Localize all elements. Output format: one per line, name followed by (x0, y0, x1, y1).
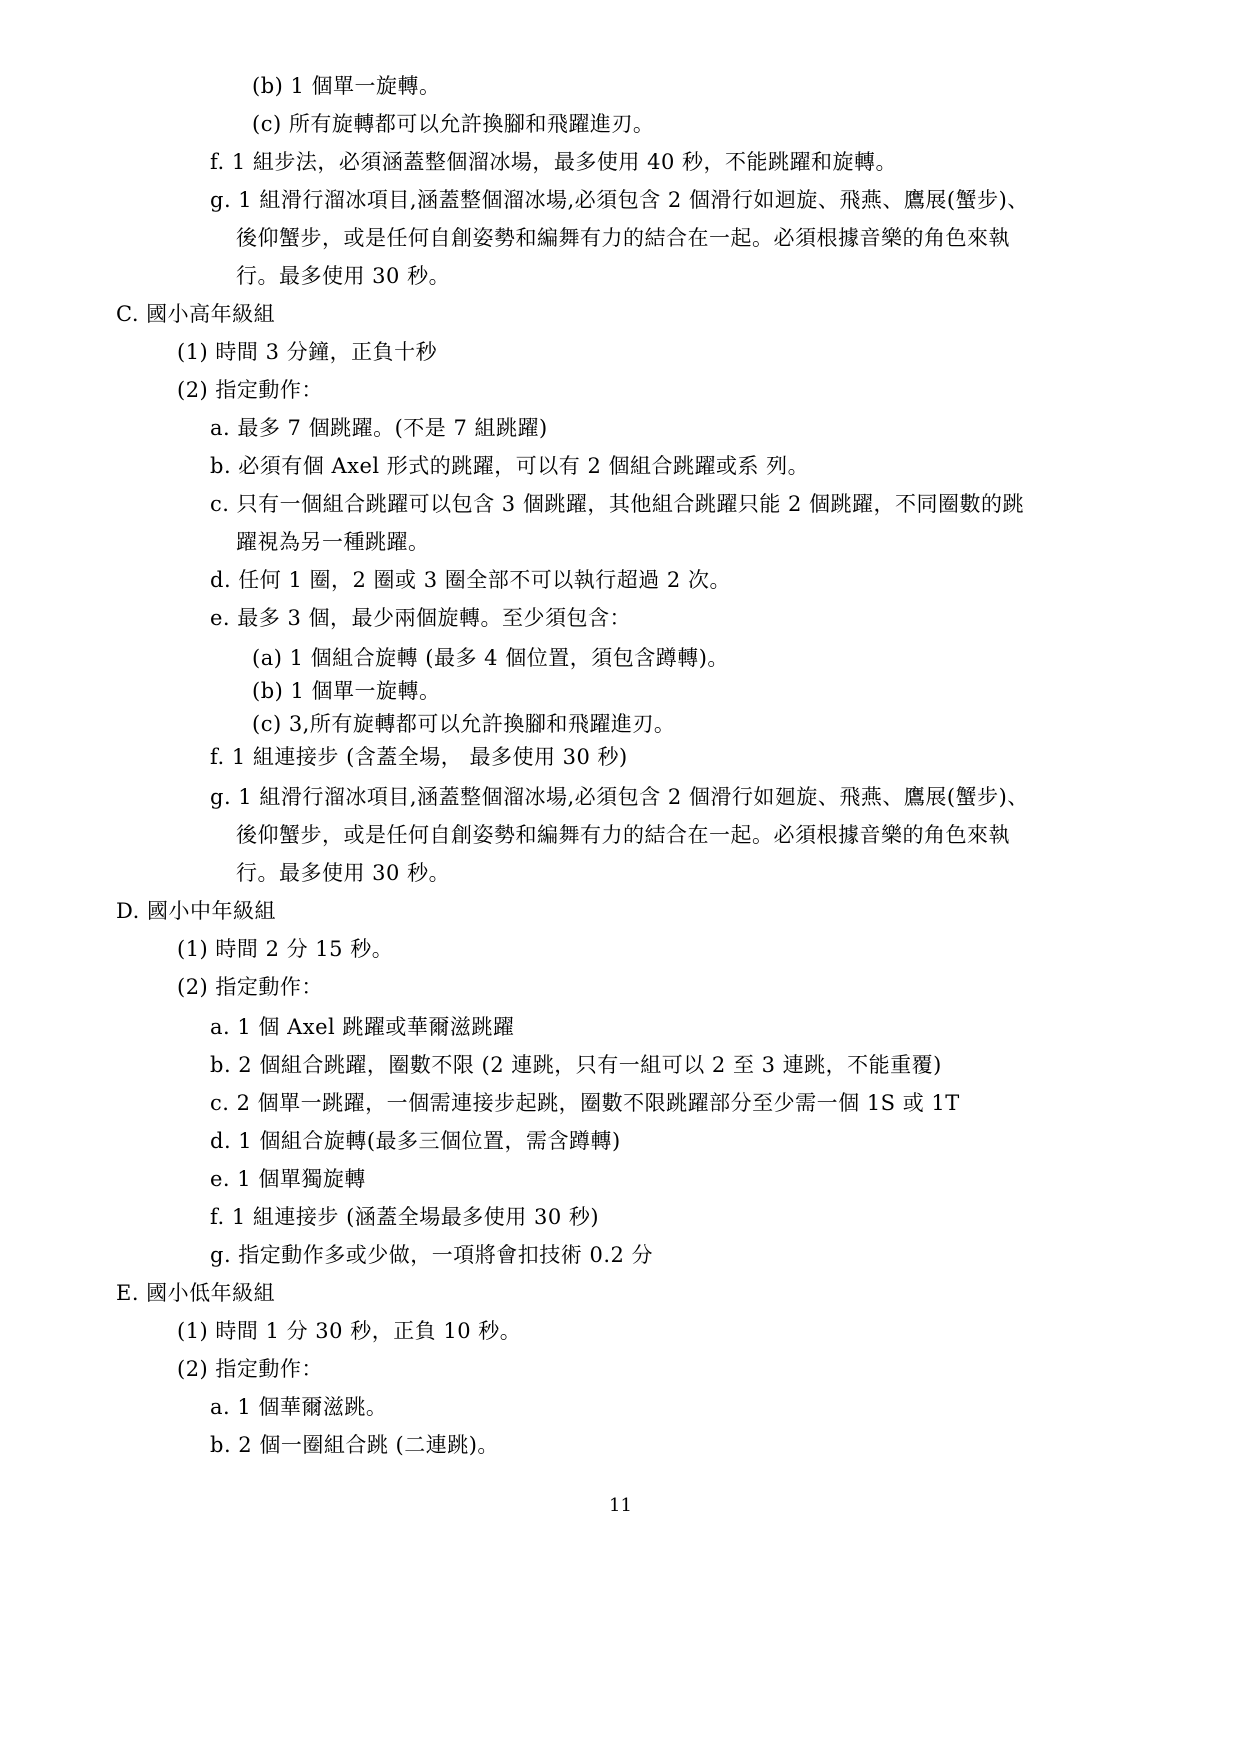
text-line: (c) 3,所有旋轉都可以允許換腳和飛躍進刃。 (252, 712, 676, 736)
text-line: f. 1 組連接步 (含蓋全場， 最多使用 30 秒) (210, 745, 628, 769)
text-line: f. 1 組步法，必須涵蓋整個溜冰場，最多使用 40 秒，不能跳躍和旋轉。 (210, 150, 897, 174)
text-line: (b) 1 個單一旋轉。 (252, 679, 441, 703)
text-line: 躍視為另一種跳躍。 (236, 530, 430, 554)
text-line: c. 只有一個組合跳躍可以包含 3 個跳躍，其他組合跳躍只能 2 個跳躍，不同圈數的跳 (210, 492, 1025, 516)
text-line: 後仰蟹步，或是任何自創姿勢和編舞有力的結合在一起。必須根據音樂的角色來執 (236, 823, 1010, 847)
text-line: e. 1 個單獨旋轉 (210, 1167, 366, 1191)
section-heading: D. 國小中年級組 (116, 899, 276, 923)
text-line: (c) 所有旋轉都可以允許換腳和飛躍進刃。 (252, 112, 655, 136)
text-line: g. 1 組滑行溜冰項目,涵蓋整個溜冰場,必須包含 2 個滑行如廻旋、飛燕、鷹展(蟹步)、 (210, 785, 1029, 809)
text-line: g. 1 組滑行溜冰項目,涵蓋整個溜冰場,必須包含 2 個滑行如迴旋、飛燕、鷹展(蟹步)、 (210, 188, 1029, 212)
text-line: (2) 指定動作： (177, 975, 323, 999)
text-line: (a) 1 個組合旋轉 (最多 4 個位置，須包含蹲轉)。 (252, 646, 729, 670)
text-line: g. 指定動作多或少做，一項將會扣技術 0.2 分 (210, 1243, 654, 1267)
page-number: 11 (609, 1495, 632, 1516)
text-line: (1) 時間 2 分 15 秒。 (177, 937, 394, 961)
text-line: d. 1 個組合旋轉(最多三個位置，需含蹲轉) (210, 1129, 621, 1153)
text-line: 行。最多使用 30 秒。 (236, 264, 451, 288)
text-line: 後仰蟹步，或是任何自創姿勢和編舞有力的結合在一起。必須根據音樂的角色來執 (236, 226, 1010, 250)
text-line: d. 任何 1 圈，2 圈或 3 圈全部不可以執行超過 2 次。 (210, 568, 731, 592)
text-line: b. 2 個組合跳躍，圈數不限 (2 連跳，只有一組可以 2 至 3 連跳，不能重覆) (210, 1053, 942, 1077)
text-line: b. 2 個一圈組合跳 (二連跳)。 (210, 1433, 499, 1457)
text-line: f. 1 組連接步 (涵蓋全場最多使用 30 秒) (210, 1205, 600, 1229)
text-line: (1) 時間 1 分 30 秒，正負 10 秒。 (177, 1319, 522, 1343)
text-line: a. 最多 7 個跳躍。(不是 7 組跳躍) (210, 416, 548, 440)
text-line: 行。最多使用 30 秒。 (236, 861, 451, 885)
text-line: (b) 1 個單一旋轉。 (252, 74, 441, 98)
text-line: (2) 指定動作： (177, 1357, 323, 1381)
text-line: a. 1 個華爾滋跳。 (210, 1395, 388, 1419)
text-line: (2) 指定動作： (177, 378, 323, 402)
section-heading: E. 國小低年級組 (116, 1281, 276, 1305)
text-line: (1) 時間 3 分鐘，正負十秒 (177, 340, 438, 364)
text-line: a. 1 個 Axel 跳躍或華爾滋跳躍 (210, 1015, 515, 1039)
text-line: e. 最多 3 個，最少兩個旋轉。至少須包含： (210, 606, 631, 630)
section-heading: C. 國小高年級組 (116, 302, 276, 326)
text-line: c. 2 個單一跳躍，一個需連接步起跳，圈數不限跳躍部分至少需一個 1S 或 1T (210, 1091, 960, 1115)
text-line: b. 必須有個 Axel 形式的跳躍，可以有 2 個組合跳躍或系 列。 (210, 454, 810, 478)
